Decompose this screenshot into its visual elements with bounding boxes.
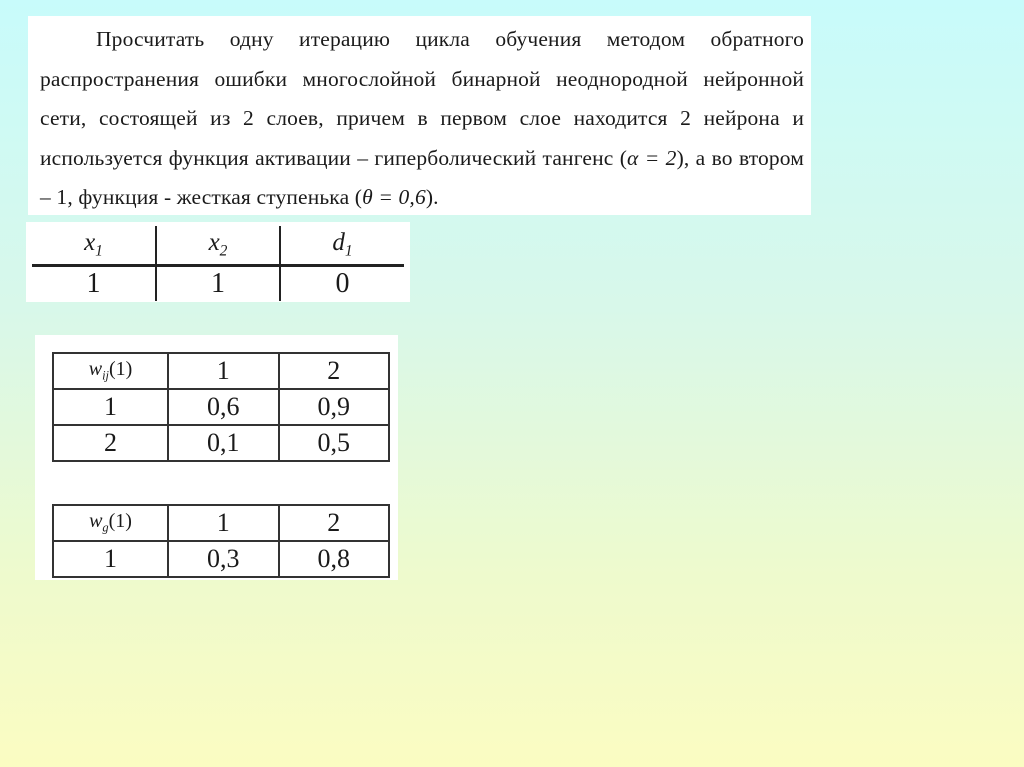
problem-text-part1: Просчитать одну итерацию цикла обучения методом обратного распространения ошибки многослойной бинарной неоднородной нейронной сети, состоящей из 2 слоев, причем в первом слое находится 2 нейрона и используется функция активации – гиперболический тангенс ( — [40, 27, 804, 170]
layer1-row-label: 1 — [53, 389, 168, 425]
layer2-col-2: 2 — [279, 505, 390, 541]
header-d1: $d_1$ — [280, 226, 404, 266]
layer2-cell: 0,8 — [279, 541, 390, 577]
cell-x1-value: 1 — [32, 266, 156, 302]
layer2-cell: 0,3 — [168, 541, 279, 577]
layer1-cell: 0,9 — [279, 389, 390, 425]
layer1-weights-table — [52, 352, 390, 462]
theta-expression: θ = 0,6 — [362, 185, 426, 209]
cell-x2-value: 1 — [156, 266, 280, 302]
cell-d1-value: 0 — [280, 266, 404, 302]
input-table-header-row — [32, 226, 404, 266]
table-row — [53, 389, 389, 425]
input-data-panel — [26, 222, 410, 302]
input-table-row — [32, 266, 404, 302]
header-x1: $x_1$ — [32, 226, 156, 266]
layer1-cell: 0,6 — [168, 389, 279, 425]
layer1-header-row — [53, 353, 389, 389]
table-row — [53, 541, 389, 577]
layer2-weights-header: $w_g(1)$ — [53, 505, 168, 541]
layer2-row-label: 1 — [53, 541, 168, 577]
layer1-weights-header: $w_{ij}(1)$ — [53, 353, 168, 389]
layer2-col-1: 1 — [168, 505, 279, 541]
layer1-col-1: 1 — [168, 353, 279, 389]
alpha-expression: α = 2 — [627, 145, 677, 170]
layer1-cell: 0,5 — [279, 425, 390, 461]
table-row — [53, 425, 389, 461]
problem-statement — [40, 20, 804, 218]
layer1-col-2: 2 — [279, 353, 390, 389]
layer1-cell: 0,1 — [168, 425, 279, 461]
layer2-weights-table — [52, 504, 390, 578]
header-x2: $x_2$ — [156, 226, 280, 266]
problem-text-part2: ), а во втором – 1, функция - жесткая ступенька ( — [40, 145, 805, 209]
layer2-header-row — [53, 505, 389, 541]
problem-statement-panel — [28, 16, 811, 215]
input-data-table — [32, 226, 404, 301]
weights-panel — [35, 335, 398, 580]
layer1-row-label: 2 — [53, 425, 168, 461]
problem-text-part3: ). — [425, 185, 439, 209]
